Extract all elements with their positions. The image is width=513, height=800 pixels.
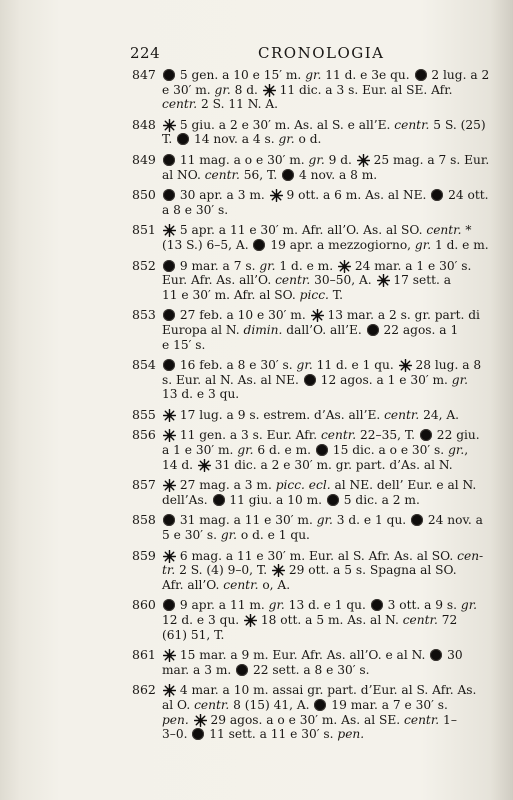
chronology-entry (132, 683, 484, 741)
entry-text: 17 sett. a (389, 273, 452, 288)
entry-text: 27 feb. a 10 e 30′ m. (176, 308, 310, 323)
chronology-entry (132, 478, 484, 507)
lunar-eclipse-icon (431, 189, 443, 201)
entry-year: 858 (132, 512, 156, 528)
chronology-entry (132, 259, 484, 303)
entry-text: o d. e 1 qu. (237, 528, 310, 543)
entry-line (162, 528, 484, 543)
entry-line (162, 237, 489, 253)
entry-text: 3–0. (162, 727, 192, 742)
entry-line (162, 308, 484, 323)
entry-year: 854 (132, 357, 156, 373)
italic-term: gr. (305, 68, 322, 82)
entry-text: (61) 51, T. (162, 627, 225, 642)
entry-text: 12 agos. a 1 e 30′ m. (316, 372, 452, 387)
lunar-eclipse-icon (236, 664, 248, 676)
solar-eclipse-icon (163, 649, 175, 661)
entry-text: 4 nov. a 8 m. (295, 167, 378, 182)
entry-text: 29 ott. a 5 s. Spagna al SO. (285, 563, 457, 578)
chronology-entries (132, 67, 490, 748)
entry-line (162, 698, 484, 713)
chronology-entry (132, 549, 484, 593)
entry-line (162, 458, 484, 473)
entry-line (162, 188, 489, 203)
entry-line (162, 373, 484, 388)
entry-text: 5 apr. a 11 e 30′ m. Afr. all’O. As. al SO. (176, 223, 427, 238)
entry-year: 851 (132, 222, 156, 238)
entry-text: 12 d. e 3 qu. (162, 613, 244, 627)
entry-text: 8 d. (230, 82, 262, 97)
lunar-eclipse-icon (163, 599, 175, 611)
entry-line (162, 408, 484, 423)
entry-line (162, 358, 484, 373)
entry-line (162, 428, 484, 443)
italic-term: centr. (320, 428, 357, 443)
entry-text: (13 S.) 6–5, A. (162, 237, 253, 252)
italic-term: picc. ecl. (275, 478, 331, 493)
entry-text: e 15′ s. (162, 337, 206, 352)
entry-year: 855 (132, 406, 156, 422)
entry-line (162, 97, 484, 112)
entry-year: 850 (132, 187, 156, 203)
lunar-eclipse-icon (253, 239, 265, 251)
entry-text: a 8 e 30′ s. (162, 202, 229, 217)
italic-term: tr. (162, 563, 176, 578)
entry-text: al O. (162, 697, 195, 712)
lunar-eclipse-icon (163, 154, 175, 166)
entry-year: 859 (132, 547, 156, 563)
entry-text: 72 (437, 613, 458, 627)
chronology-entry (132, 648, 484, 677)
entry-text: * (461, 223, 472, 238)
entry-text: Afr. all’O. (162, 577, 224, 592)
chronology-entry (132, 118, 484, 147)
entry-text: s. Eur. al N. As. al NE. (162, 372, 303, 387)
entry-text: mar. a 3 m. (162, 662, 236, 677)
entry-text: 17 lug. a 9 s. estrem. d’As. all’E. (176, 407, 385, 422)
entry-text: 9 mar. a 7 s. (176, 258, 260, 273)
lunar-eclipse-icon (163, 69, 175, 81)
entry-text: 11 e 30′ m. Afr. al SO. (162, 287, 300, 302)
entry-line (162, 273, 484, 288)
entry-text: 4 mar. a 10 m. assai gr. part. d’Eur. al S. Afr. As. (176, 683, 477, 698)
page-number: 224 (130, 44, 161, 62)
entry-text: 31 dic. a 2 e 30′ m. gr. part. d’As. al N. (210, 457, 453, 472)
entry-text: 22–35, T. (356, 428, 419, 443)
entry-line (162, 478, 484, 493)
entry-line (162, 683, 484, 698)
chronology-entry (132, 222, 489, 252)
solar-eclipse-icon (357, 154, 369, 166)
entry-text (189, 713, 193, 727)
entry-line (162, 223, 484, 238)
entry-line (162, 493, 484, 508)
chronology-entry (132, 358, 484, 402)
entry-text: 2 lug. a 2 (427, 68, 490, 82)
chronology-entry (132, 408, 484, 423)
italic-term: centr. (204, 167, 240, 182)
entry-text: 25 mag. a 7 s. Eur. (369, 152, 490, 167)
lunar-eclipse-icon (430, 649, 442, 661)
italic-term: gr. (278, 132, 295, 147)
solar-eclipse-icon (311, 309, 323, 321)
entry-year: 852 (132, 257, 156, 273)
entry-text: 13 mar. a 2 s. gr. part. di (323, 308, 480, 323)
entry-text: 24 mar. a 1 e 30′ s. (350, 258, 472, 273)
entry-text: 11 d. e 3 (321, 68, 380, 82)
italic-term: gr. (460, 598, 478, 613)
solar-eclipse-icon (270, 189, 282, 201)
entry-year: 857 (132, 477, 156, 493)
entry-text: 6 mag. a 11 e 30′ m. Eur. al S. Afr. As. al SO. (176, 548, 458, 563)
entry-text: e 30′ m. (162, 82, 215, 97)
italic-term: pen. (162, 712, 189, 727)
italic-term: gr. (214, 82, 231, 97)
entry-text: 11 d. e 1 qu. (312, 358, 398, 373)
lunar-eclipse-icon (163, 260, 175, 272)
entry-text: T. (162, 132, 177, 147)
solar-eclipse-icon (163, 479, 175, 491)
entry-line (162, 628, 484, 643)
entry-line (162, 513, 484, 528)
entry-text: 3 d. e 1 qu. (332, 513, 411, 528)
entry-text: , (464, 443, 469, 458)
entry-text: 15 mar. a 9 m. Eur. Afr. As. all’O. e al N. (176, 648, 430, 663)
entry-line (162, 338, 484, 353)
entry-text: 2 S. 11 N. A. (197, 97, 279, 112)
lunar-eclipse-icon (415, 69, 427, 81)
solar-eclipse-icon (163, 550, 175, 562)
lunar-eclipse-icon (163, 359, 175, 371)
entry-text: 13 d. e 1 qu. (284, 598, 370, 613)
running-title: CRONOLOGIA (258, 44, 385, 62)
entry-line (162, 578, 484, 593)
italic-term: centr. (426, 223, 462, 238)
entry-text: 56, T. (239, 167, 282, 182)
entry-year: 856 (132, 427, 156, 443)
entry-text: 5 S. (25) (429, 117, 486, 132)
solar-eclipse-icon (163, 429, 175, 441)
entry-text: 5 gen. a 10 e 15′ m. (176, 68, 306, 82)
lunar-eclipse-icon (411, 514, 423, 526)
entry-line (162, 259, 484, 274)
italic-term: centr. (394, 117, 430, 132)
entry-text: 22 sett. a 8 e 30′ s. (249, 662, 370, 677)
entry-line (162, 648, 484, 663)
italic-term: centr. (194, 697, 230, 712)
entry-text: al NO. (162, 167, 205, 182)
chronology-entry (132, 598, 484, 642)
lunar-eclipse-icon (371, 599, 383, 611)
entry-text: 19 apr. a mezzogiorno, (266, 237, 415, 252)
entry-text: dall’O. all’E. (282, 322, 366, 337)
italic-term: dimin. (243, 322, 283, 337)
entry-year: 861 (132, 647, 156, 663)
entry-text: 14 nov. a 4 s. (190, 132, 279, 147)
italic-term: picc. (299, 287, 329, 302)
entry-line (162, 203, 484, 218)
entry-line (162, 132, 484, 147)
entry-line (162, 563, 484, 578)
entry-text: 22 giu. (432, 428, 480, 443)
solar-eclipse-icon (338, 260, 350, 272)
entry-text: 24, A. (419, 407, 460, 422)
lunar-eclipse-icon (192, 728, 204, 740)
entry-text: 15 dic. a o e 30′ s. (328, 443, 449, 458)
entry-line (162, 387, 484, 402)
entry-line (162, 613, 484, 628)
entry-line (162, 663, 484, 678)
entry-line (162, 598, 484, 613)
entry-text: o d. (294, 132, 322, 147)
italic-term: centr. (402, 613, 438, 627)
entry-text: 30–50, A. (310, 273, 376, 288)
italic-term: gr. (451, 372, 468, 387)
italic-term: gr. (296, 358, 313, 373)
italic-term: centr. (384, 407, 420, 422)
entry-text: 8 (15) 41, A. (229, 697, 314, 712)
entry-line (162, 549, 484, 564)
italic-term: gr. (220, 528, 238, 543)
solar-eclipse-icon (244, 614, 256, 626)
entry-text: Eur. Afr. As. all’O. (162, 273, 276, 288)
entry-text: 22 agos. a 1 (379, 322, 459, 337)
entry-text: 5 giu. a 2 e 30′ m. As. al S. e all’E. (176, 117, 395, 132)
entry-line (162, 68, 490, 83)
entry-line (162, 323, 484, 338)
italic-term: centr. (162, 97, 198, 112)
entry-line (162, 168, 484, 183)
solar-eclipse-icon (272, 564, 284, 576)
entry-year: 849 (132, 151, 156, 167)
italic-term: gr. (448, 443, 465, 458)
entry-text: 1– (439, 712, 457, 727)
italic-term: gr. (308, 152, 325, 167)
lunar-eclipse-icon (327, 494, 339, 506)
entry-text: 27 mag. a 3 m. (176, 478, 276, 493)
solar-eclipse-icon (194, 714, 206, 726)
solar-eclipse-icon (163, 684, 175, 696)
entry-year: 862 (132, 682, 156, 698)
solar-eclipse-icon (377, 274, 389, 286)
lunar-eclipse-icon (367, 324, 379, 336)
lunar-eclipse-icon (163, 514, 175, 526)
entry-text: 1 d. e m. (275, 258, 337, 273)
entry-line (162, 288, 484, 303)
chronology-entry (132, 513, 484, 542)
chronology-entry (132, 187, 489, 217)
page-header (130, 44, 460, 64)
entry-line (162, 152, 490, 168)
entry-line (162, 713, 484, 728)
lunar-eclipse-icon (314, 699, 326, 711)
entry-line (162, 118, 484, 133)
entry-year: 853 (132, 307, 156, 323)
solar-eclipse-icon (198, 459, 210, 471)
entry-text: 13 d. e 3 qu. (162, 387, 240, 402)
entry-year: 860 (132, 597, 156, 613)
lunar-eclipse-icon (420, 429, 432, 441)
chronology-entry (132, 428, 484, 472)
lunar-eclipse-icon (316, 444, 328, 456)
entry-year: 848 (132, 116, 156, 132)
italic-term: centr. (223, 577, 259, 592)
lunar-eclipse-icon (163, 189, 175, 201)
entry-text: e qu. (379, 68, 414, 82)
italic-term: centr. (275, 273, 311, 288)
entry-text: a 1 e 30′ m. (162, 443, 238, 458)
entry-year: 847 (132, 67, 156, 82)
chronology-entry (132, 151, 490, 182)
entry-text: Europa al N. (162, 322, 244, 337)
entry-text: 2 S. (4) 9–0, T. (175, 563, 272, 578)
entry-text: T. (328, 287, 343, 302)
italic-term: gr. (237, 443, 254, 458)
italic-term: gr. (414, 237, 432, 252)
entry-text: al NE. dell’ Eur. e al N. (330, 478, 477, 493)
entry-line (162, 83, 484, 98)
entry-text: 9 apr. a 11 m. (176, 598, 269, 613)
entry-text: 9 d. (324, 152, 356, 167)
entry-text: 5 dic. a 2 m. (339, 492, 420, 507)
chronology-entry (132, 67, 490, 112)
entry-text: 5 e 30′ s. (162, 528, 221, 543)
entry-line (162, 727, 484, 742)
lunar-eclipse-icon (304, 374, 316, 386)
entry-text: o, A. (258, 577, 291, 592)
solar-eclipse-icon (163, 409, 175, 421)
lunar-eclipse-icon (163, 309, 175, 321)
entry-text: 9 ott. a 6 m. As. al NE. (282, 188, 431, 203)
entry-text: 31 mag. a 11 e 30′ m. (176, 513, 317, 528)
solar-eclipse-icon (163, 224, 175, 236)
italic-term: gr. (259, 258, 276, 273)
entry-text: 11 mag. a o e 30′ m. (176, 152, 309, 167)
entry-text: 18 ott. a 5 m. As. al N. (257, 613, 403, 627)
entry-text: 30 apr. a 3 m. (176, 188, 269, 203)
entry-line (162, 443, 484, 458)
entry-text: 24 ott. (444, 188, 489, 203)
solar-eclipse-icon (399, 359, 411, 371)
entry-text: 24 nov. a (424, 513, 483, 528)
entry-text: 30 (443, 648, 463, 663)
italic-term: pen. (337, 727, 365, 742)
lunar-eclipse-icon (282, 169, 294, 181)
entry-text: 11 gen. a 3 s. Eur. Afr. (176, 428, 321, 443)
solar-eclipse-icon (163, 119, 175, 131)
italic-term: cen- (457, 548, 484, 563)
entry-text: 19 mar. a 7 e 30′ s. (327, 697, 448, 712)
solar-eclipse-icon (263, 84, 275, 96)
entry-text: 14 d. (162, 457, 197, 472)
entry-text: 3 ott. a 9 s. (383, 598, 461, 613)
italic-term: centr. (404, 712, 440, 727)
lunar-eclipse-icon (213, 494, 225, 506)
entry-text: 11 sett. a 11 e 30′ s. (205, 727, 338, 742)
entry-text: 28 lug. a 8 (411, 358, 482, 373)
italic-term: gr. (268, 598, 285, 613)
entry-text: 29 agos. a o e 30′ m. As. al SE. (206, 712, 405, 727)
lunar-eclipse-icon (177, 133, 189, 145)
chronology-entry (132, 308, 484, 352)
entry-text: 1 d. e m. (431, 237, 489, 252)
entry-text: 16 feb. a 8 e 30′ s. (176, 358, 297, 373)
entry-text: 6 d. e m. (253, 443, 315, 458)
entry-text: 11 giu. a 10 m. (225, 492, 326, 507)
entry-text: 11 dic. a 3 s. Eur. al SE. Afr. (275, 82, 453, 97)
entry-text: dell’As. (162, 492, 212, 507)
italic-term: gr. (316, 513, 333, 528)
